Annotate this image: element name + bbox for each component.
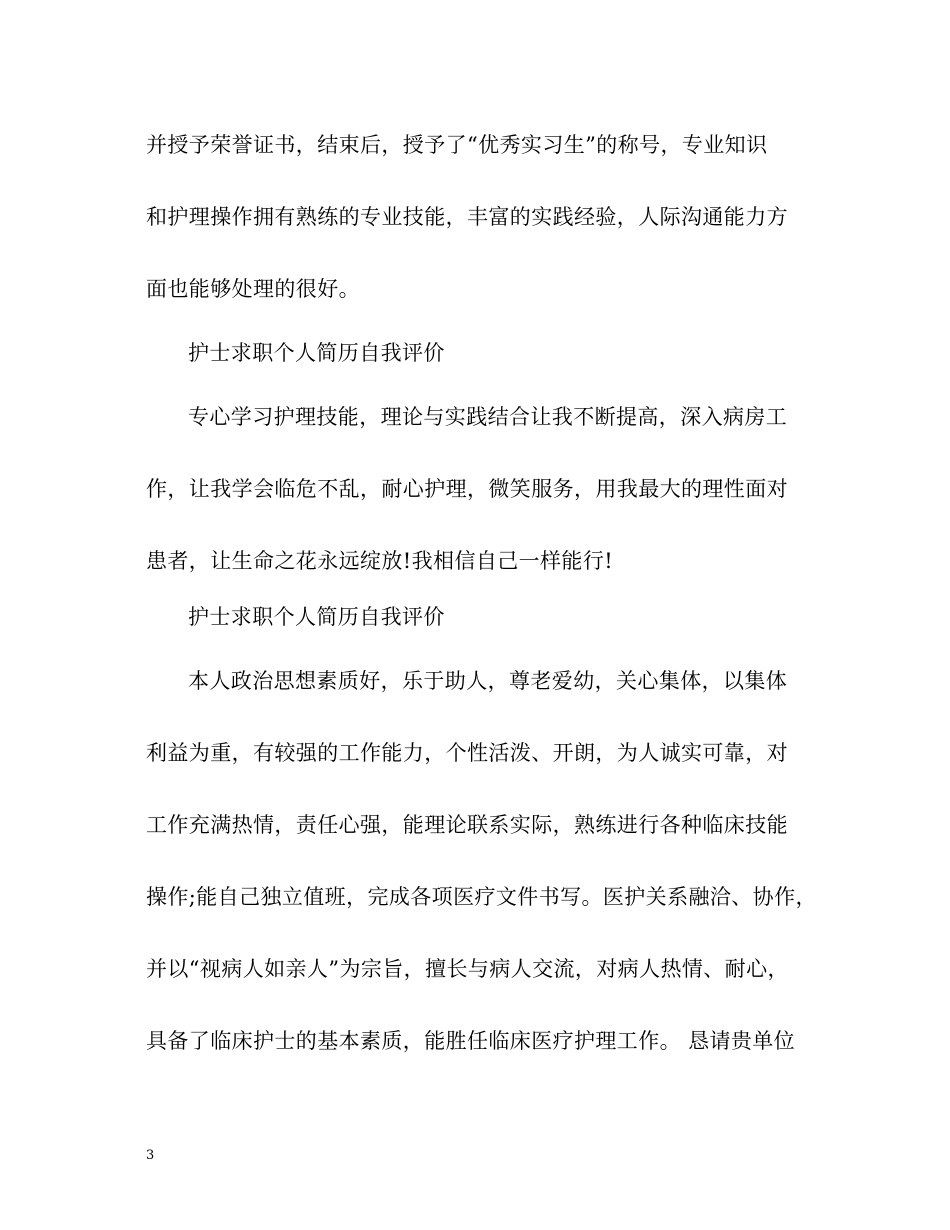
section-heading: 护士求职个人简历自我评价 (188, 341, 445, 365)
paragraph-line: 并授予荣誉证书，结束后，授予了“优秀实习生”的称号，专业知识 (146, 133, 768, 157)
paragraph-line: 具备了临床护士的基本素质，能胜任临床医疗护理工作。 恳请贵单位 (146, 1029, 796, 1053)
paragraph-line: 和护理操作拥有熟练的专业技能，丰富的实践经验，人际沟通能力方 (146, 205, 788, 229)
section-heading: 护士求职个人简历自我评价 (188, 605, 445, 629)
paragraph-line: 本人政治思想素质好，乐于助人，尊老爱幼，关心集体，以集体 (188, 669, 788, 693)
paragraph-line: 作，让我学会临危不乱，耐心护理，微笑服务，用我最大的理性面对 (146, 477, 788, 501)
paragraph-line: 患者，让生命之花永远绽放!我相信自己一样能行! (146, 549, 614, 573)
paragraph-line: 操作;能自己独立值班，完成各项医疗文件书写。医护关系融洽、协作， (146, 885, 817, 909)
paragraph-line: 工作充满热情，责任心强，能理论联系实际，熟练进行各种临床技能 (146, 813, 788, 837)
paragraph-line: 利益为重，有较强的工作能力，个性活泼、开朗，为人诚实可靠，对 (146, 741, 788, 765)
page-number: 3 (146, 1148, 155, 1163)
paragraph-line: 专心学习护理技能，理论与实践结合让我不断提高，深入病房工 (188, 405, 788, 429)
paragraph-line: 并以“视病人如亲人”为宗旨，擅长与病人交流，对病人热情、耐心， (146, 957, 789, 981)
paragraph-line: 面也能够处理的很好。 (146, 277, 360, 301)
